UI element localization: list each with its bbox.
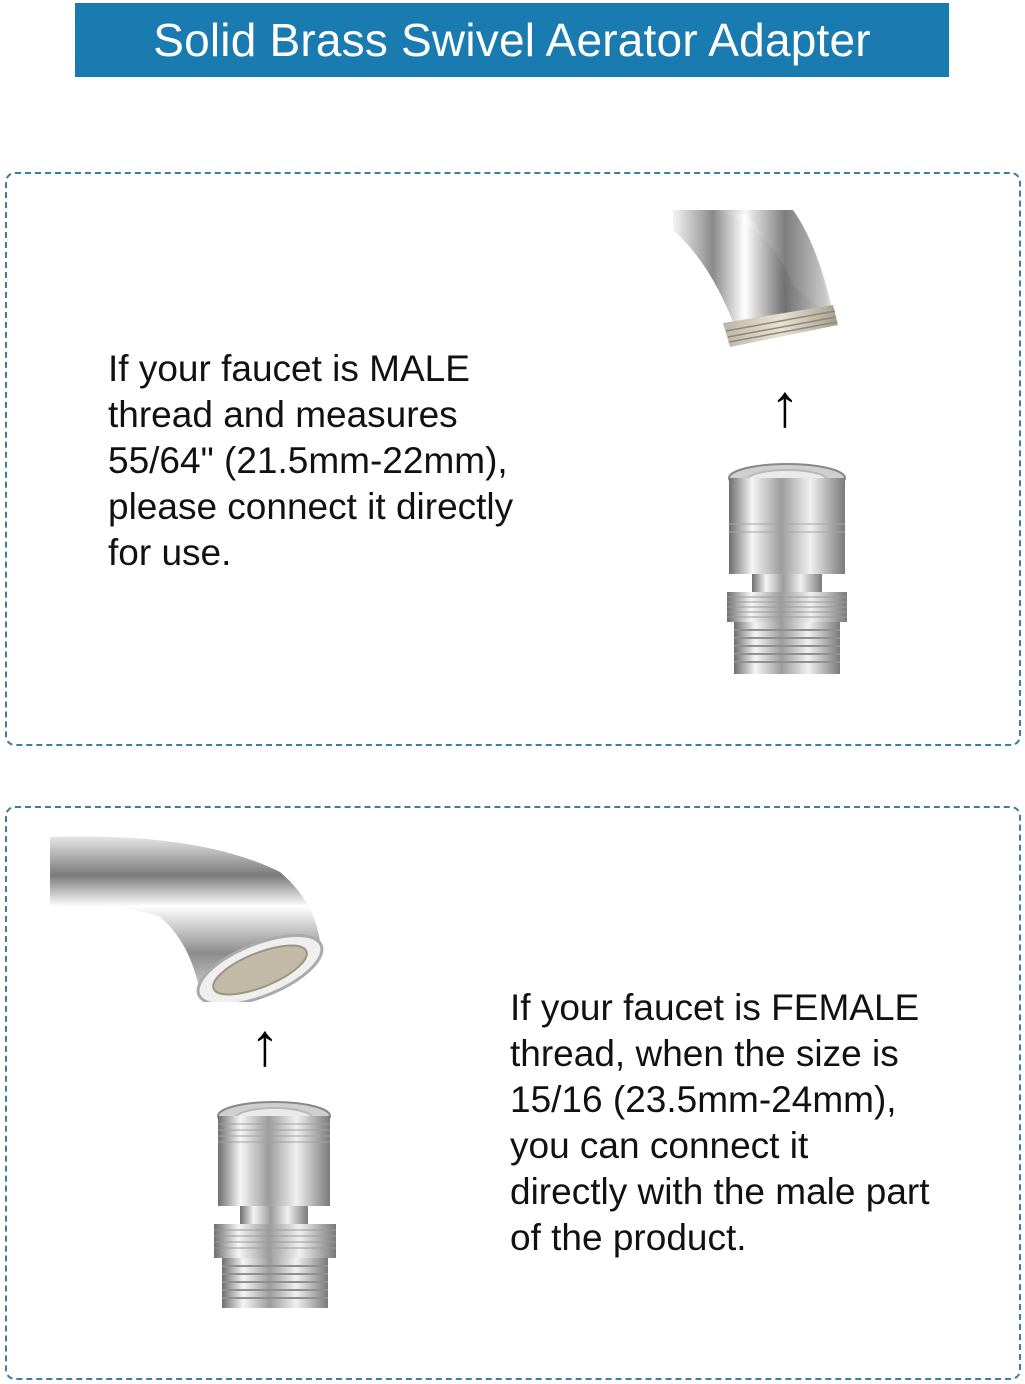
male-faucet-spout-image [668,205,848,355]
page-title: Solid Brass Swivel Aerator Adapter [153,14,871,66]
up-arrow-icon: ↑ [250,1011,280,1078]
female-thread-description: If your faucet is FEMALE thread, when the size is 15/16 (23.5mm-24mm), you can connect it directly with the male part of the product. [510,987,930,1258]
aerator-adapter-image [722,462,852,682]
male-thread-description: If your faucet is MALE thread and measures 55/64" (21.5mm-22mm), please connect it directly for use. [108,348,514,573]
up-arrow-icon: ↑ [770,372,800,439]
title-banner [75,3,949,77]
aerator-adapter-image [212,1100,342,1315]
female-faucet-spout-image [50,832,330,1002]
